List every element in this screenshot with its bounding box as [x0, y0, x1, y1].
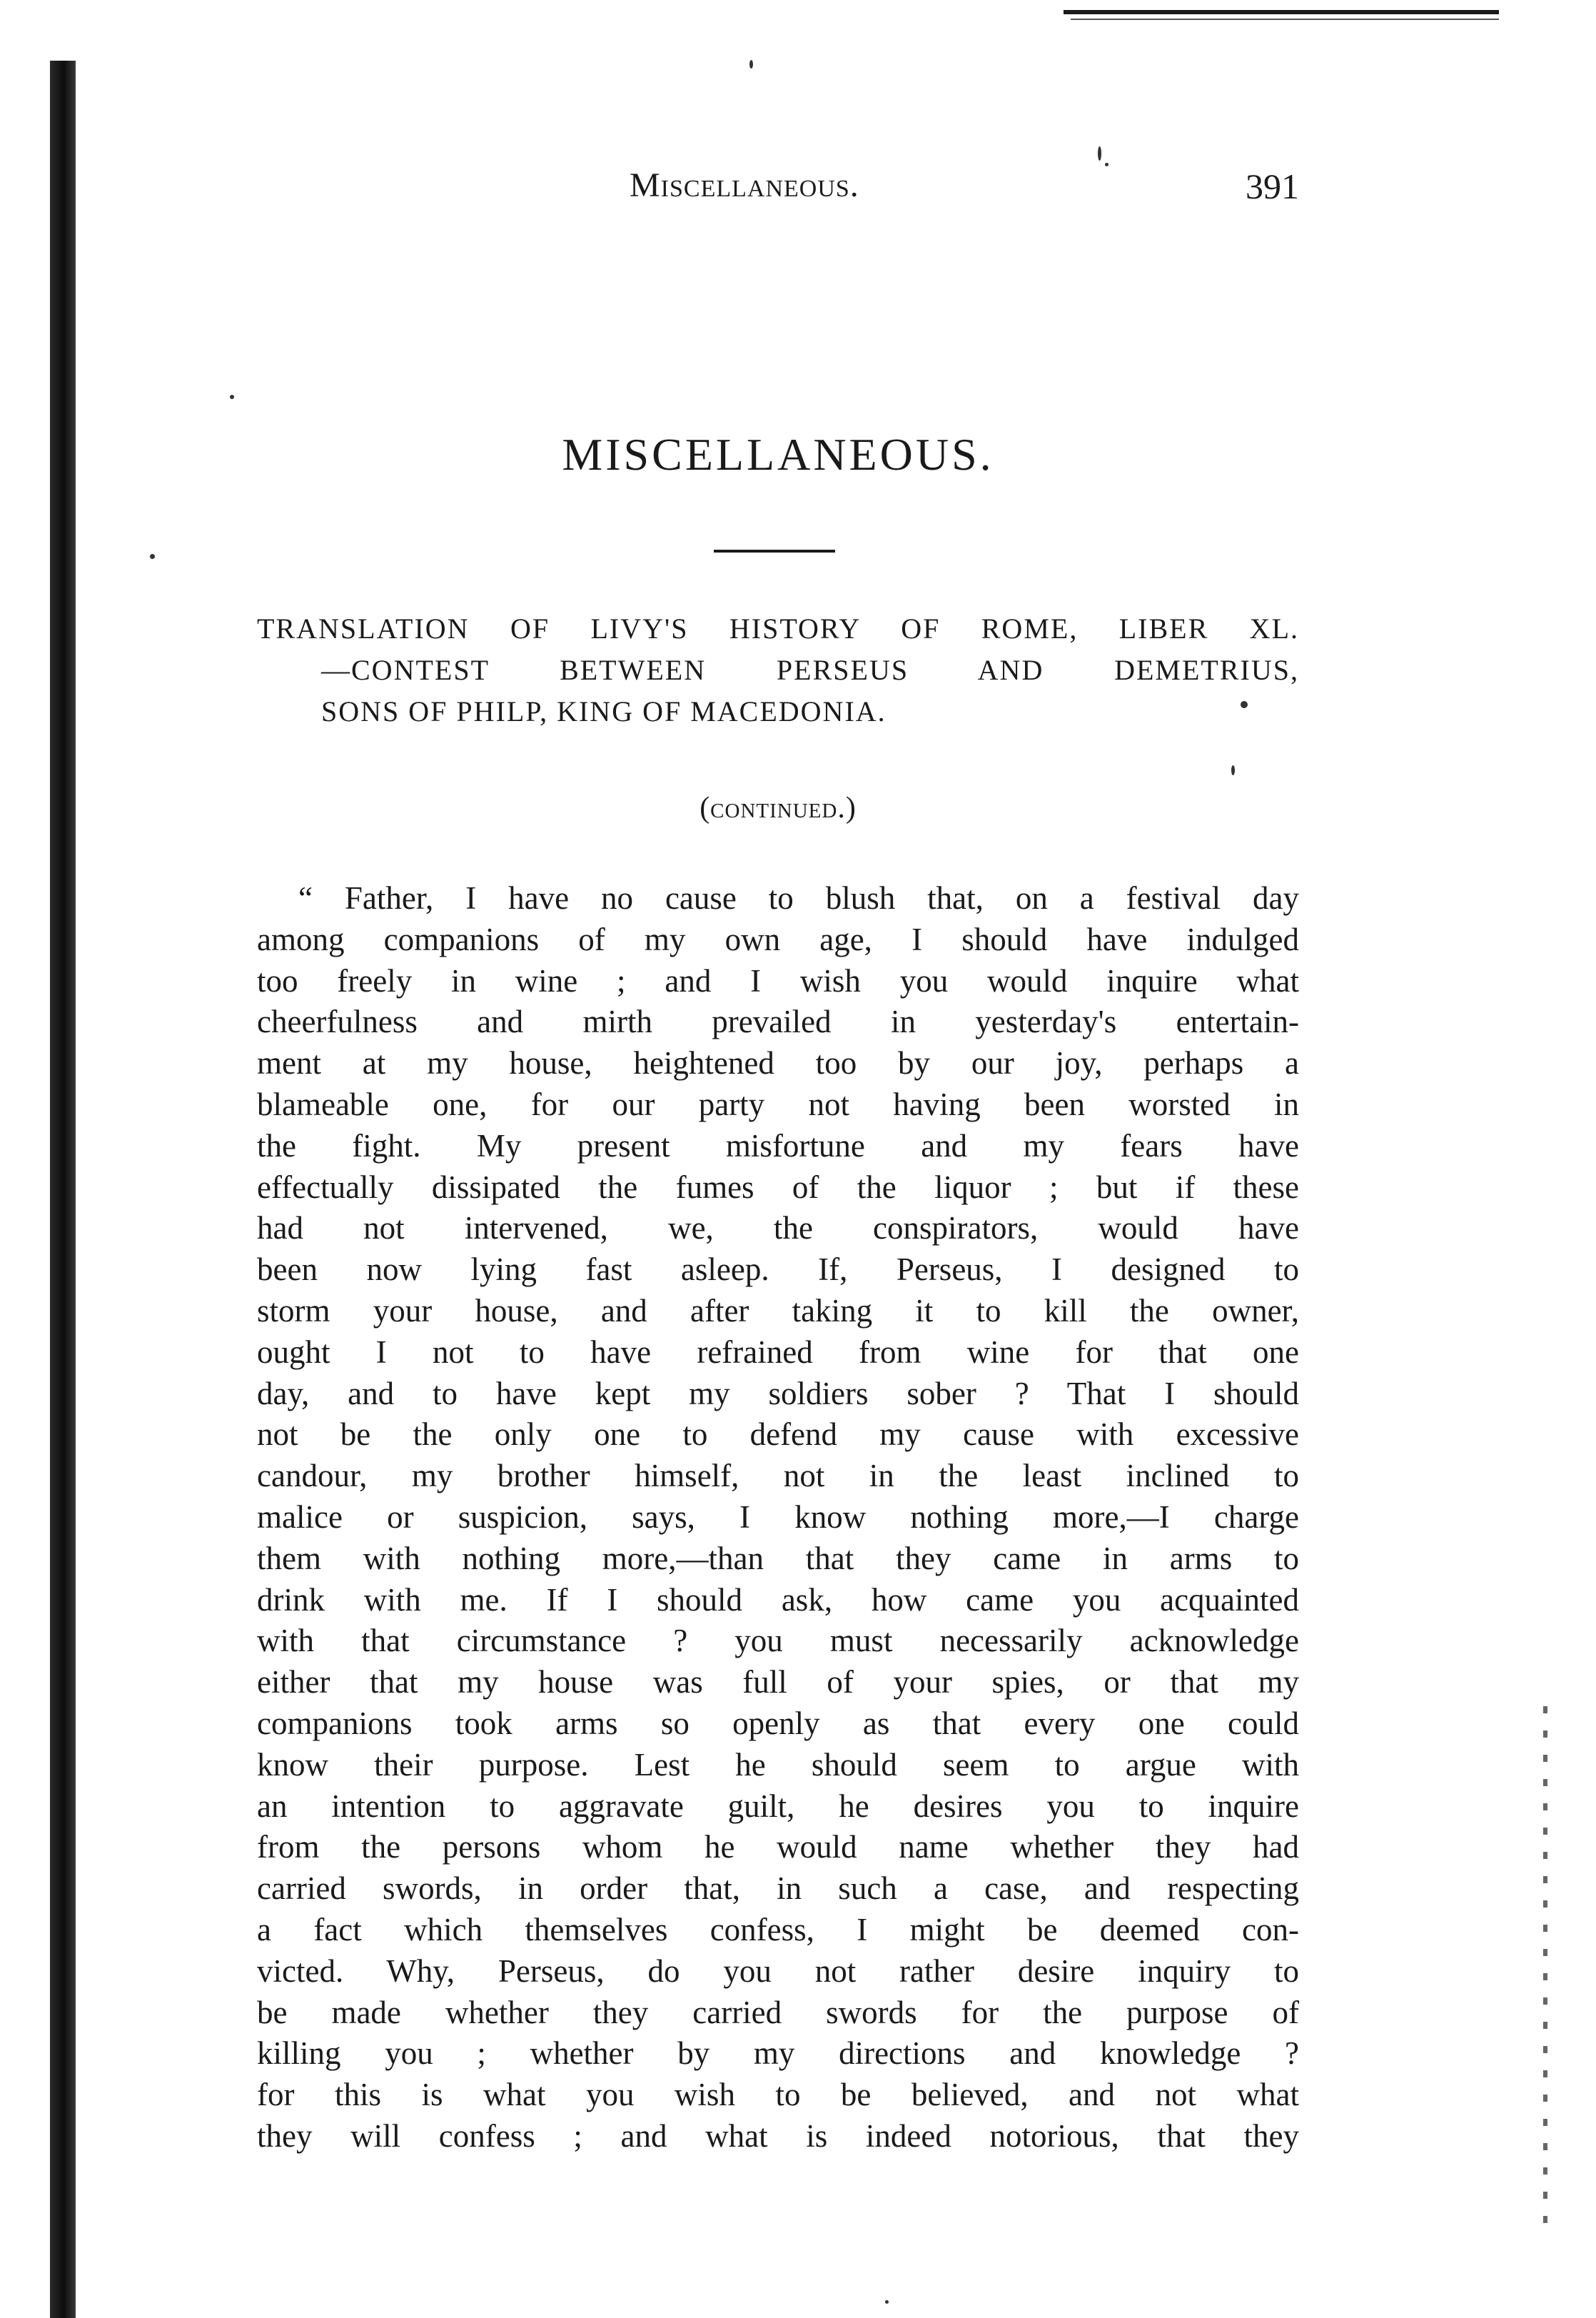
body-line: not be the only one to defend my cause with excessive	[257, 1416, 1299, 1453]
top-rule	[1064, 10, 1499, 14]
body-line: an intention to aggravate guilt, he desires you to inquire	[257, 1788, 1299, 1824]
body-line: know their purpose. Lest he should seem to argue with	[257, 1746, 1299, 1783]
body-line: they will confess ; and what is indeed notorious, that they	[257, 2117, 1299, 2154]
body-line: either that my house was full of your spies, or that my	[257, 1664, 1299, 1700]
speck	[749, 60, 753, 69]
body-line: ought I not to have refrained from wine for that one	[257, 1334, 1299, 1370]
section-title: MISCELLANEOUS.	[562, 429, 994, 480]
body-line: storm your house, and after taking it to kill the owner,	[257, 1292, 1299, 1329]
body-line: ment at my house, heightened too by our joy, perhaps a	[257, 1045, 1299, 1082]
top-rule-thin	[1071, 19, 1499, 20]
body-line: be made whether they carried swords for the purpose of	[257, 1994, 1299, 2030]
speck	[230, 395, 234, 399]
body-paragraph	[257, 878, 1299, 2157]
body-line: too freely in wine ; and I wish you would inquire what	[257, 962, 1299, 999]
body-line: candour, my brother himself, not in the least inclined to	[257, 1458, 1299, 1494]
body-line: carried swords, in order that, in such a case, and respecting	[257, 1870, 1299, 1907]
body-line: been now lying fast asleep. If, Perseus, I designed to	[257, 1251, 1299, 1288]
body-line: cheerfulness and mirth prevailed in yesterday's entertain-	[257, 1004, 1299, 1040]
body-line: malice or suspicion, says, I know nothing more,—I charge	[257, 1498, 1299, 1535]
speck	[1098, 146, 1101, 161]
body-line: them with nothing more,—than that they came in arms to	[257, 1540, 1299, 1576]
body-line: among companions of my own age, I should have indulged	[257, 921, 1299, 957]
speck	[1231, 765, 1235, 775]
body-line: the fight. My present misfortune and my fears have	[257, 1127, 1299, 1164]
speck	[150, 554, 155, 559]
article-title-line: SONS OF PHILP, KING OF MACEDONIA.	[321, 695, 887, 727]
body-line: “ Father, I have no cause to blush that, on a festival day	[298, 880, 1299, 916]
body-line: for this is what you wish to be believed, and not what	[257, 2077, 1299, 2113]
body-line: a fact which themselves confess, I might be deemed con-	[257, 1911, 1299, 1947]
margin-dots	[1543, 1706, 1547, 2234]
body-line: drink with me. If I should ask, how came you acquainted	[257, 1581, 1299, 1618]
body-line: companions took arms so openly as that every one could	[257, 1705, 1299, 1741]
body-line: day, and to have kept my soldiers sober ? That I should	[257, 1375, 1299, 1411]
article-title	[257, 608, 1299, 732]
body-line: victed. Why, Perseus, do you not rather desire inquiry to	[257, 1952, 1299, 1989]
page-number: 391	[1246, 166, 1299, 206]
article-title-line: —CONTEST BETWEEN PERSEUS AND DEMETRIUS,	[321, 654, 1299, 686]
body-line: killing you ; whether by my directions and knowledge ?	[257, 2035, 1299, 2072]
body-line: had not intervened, we, the conspirators, would have	[257, 1210, 1299, 1246]
body-line: effectually dissipated the fumes of the liquor ; but if these	[257, 1169, 1299, 1205]
section-rule	[714, 550, 835, 553]
running-title: Miscellaneous.	[630, 166, 859, 204]
running-head	[257, 166, 1299, 216]
continued-label: (continued.)	[699, 792, 857, 825]
body-line: from the persons whom he would name whether they had	[257, 1829, 1299, 1865]
speck	[885, 2300, 889, 2304]
body-line: with that circumstance ? you must necessarily acknowledge	[257, 1623, 1299, 1659]
body-line: blameable one, for our party not having been worsted in	[257, 1086, 1299, 1122]
article-title-line: TRANSLATION OF LIVY'S HISTORY OF ROME, LIBER XL.	[257, 613, 1299, 645]
binding-edge	[50, 61, 76, 2318]
